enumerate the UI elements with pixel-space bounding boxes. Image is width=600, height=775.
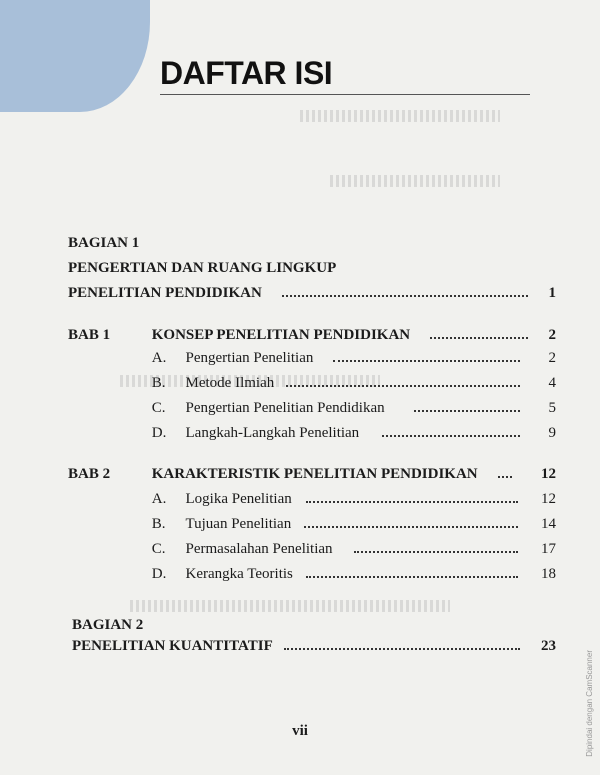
item-page: 18 (541, 566, 556, 582)
item-title: Logika Penelitian (185, 491, 292, 507)
page-number: vii (292, 723, 308, 739)
bagian2-label: BAGIAN 2 (72, 617, 144, 633)
toc-entry-bab2-b[interactable] (68, 515, 556, 533)
item-letter: D. (151, 425, 167, 441)
page-title: DAFTAR ISI (160, 55, 333, 91)
leader-dots (304, 526, 518, 528)
leader-dots (282, 295, 528, 297)
item-title: Tujuan Penelitian (185, 516, 292, 532)
toc-entry-bab1-c[interactable] (68, 399, 556, 417)
bagian1-label-row (68, 234, 556, 252)
leader-dots (284, 648, 520, 650)
item-letter: D. (151, 566, 167, 582)
bagian1-title-row (68, 259, 556, 277)
item-page: 4 (548, 375, 556, 391)
toc-entry-bab2-a[interactable] (68, 490, 556, 508)
toc-entry-bab1-a[interactable] (68, 349, 556, 367)
item-page: 14 (541, 516, 556, 532)
bagian2-page: 23 (541, 638, 556, 654)
scanner-watermark: Dipindai dengan CamScanner (585, 650, 594, 757)
bab2-title: KARAKTERISTIK PENELITIAN PENDIDIKAN (151, 466, 478, 482)
item-letter: A. (151, 350, 167, 366)
leader-dots (430, 337, 528, 339)
leader-dots (354, 551, 518, 553)
item-letter: A. (151, 491, 167, 507)
toc-entry-bab2[interactable] (68, 465, 556, 483)
item-title: Pengertian Penelitian (185, 350, 314, 366)
bagian2-label-row (72, 616, 556, 634)
item-letter: B. (151, 375, 166, 391)
leader-dots (382, 435, 520, 437)
toc-entry-bagian1[interactable] (68, 284, 556, 302)
bagian1-title-line1: PENGERTIAN DAN RUANG LINGKUP (68, 260, 337, 276)
item-title: Pengertian Penelitian Pendidikan (185, 400, 385, 416)
bab1-number: BAB 1 (68, 327, 111, 343)
item-page: 5 (548, 400, 556, 416)
item-title: Kerangka Teoritis (185, 566, 293, 582)
item-page: 2 (548, 350, 556, 366)
leader-dots (414, 410, 520, 412)
toc-entry-bagian2[interactable] (72, 637, 556, 655)
leader-dots (286, 385, 520, 387)
toc-entry-bab2-c[interactable] (68, 540, 556, 558)
item-page: 12 (541, 491, 556, 507)
item-page: 17 (541, 541, 556, 557)
bagian2-title: PENELITIAN KUANTITATIF (72, 638, 273, 654)
leader-dots (306, 576, 518, 578)
item-letter: B. (151, 516, 166, 532)
item-page: 9 (548, 425, 556, 441)
bab2-number: BAB 2 (68, 466, 111, 482)
toc-entry-bab2-d[interactable] (68, 565, 556, 583)
leader-dots (333, 360, 520, 362)
leader-dots (498, 476, 512, 478)
item-letter: C. (151, 541, 166, 557)
item-letter: C. (151, 400, 166, 416)
item-title: Permasalahan Penelitian (185, 541, 333, 557)
bagian1-title-line2: PENELITIAN PENDIDIKAN (68, 285, 262, 301)
bab2-page: 12 (541, 466, 556, 482)
item-title: Metode Ilmiah (185, 375, 275, 391)
bagian1-page: 1 (548, 285, 556, 301)
bab1-title: KONSEP PENELITIAN PENDIDIKAN (151, 327, 411, 343)
bagian1-label: BAGIAN 1 (68, 235, 140, 251)
bab1-page: 2 (548, 327, 556, 343)
toc-entry-bab1-d[interactable] (68, 424, 556, 442)
toc-entry-bab1-b[interactable] (68, 374, 556, 392)
toc-entry-bab1[interactable] (68, 326, 556, 344)
leader-dots (306, 501, 518, 503)
item-title: Langkah-Langkah Penelitian (185, 425, 360, 441)
